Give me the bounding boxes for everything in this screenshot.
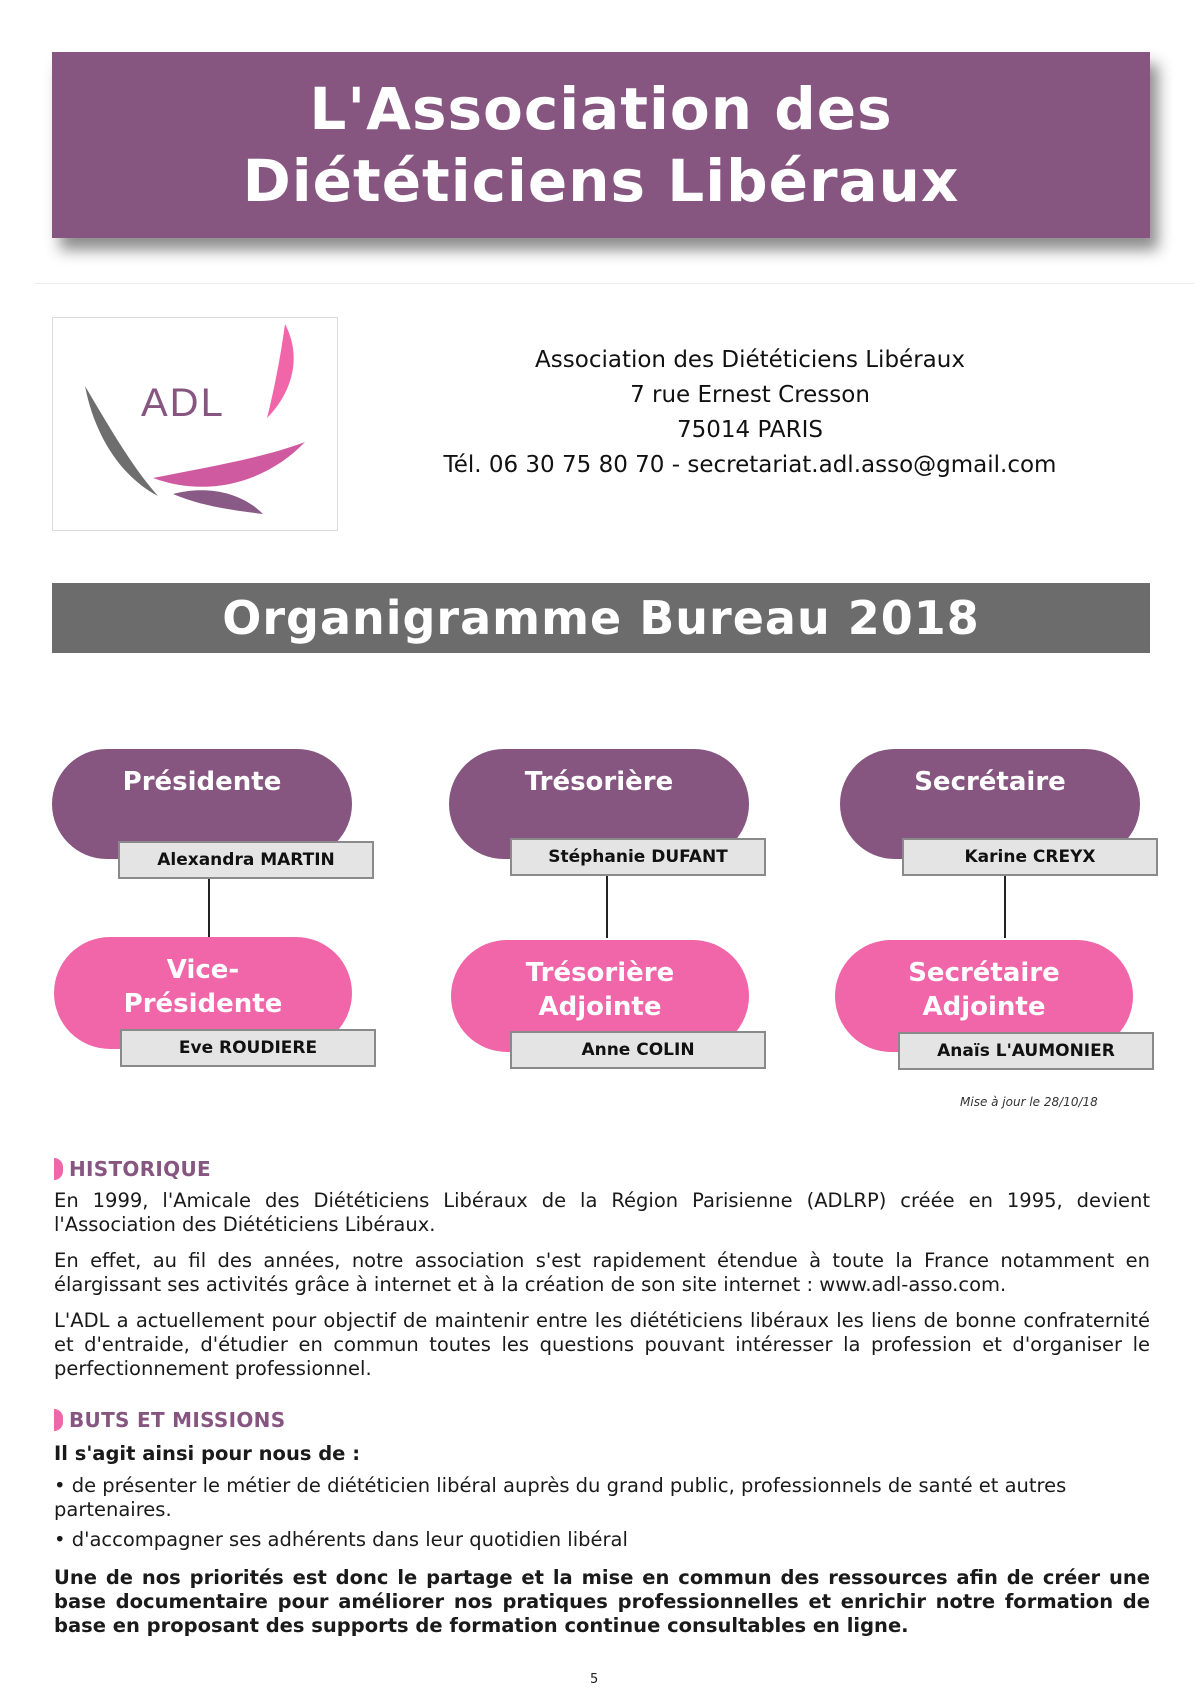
connector-line bbox=[208, 879, 210, 937]
priority-paragraph: Une de nos priorités est donc le partage et la mise en commun des ressources afin de créer une base documentaire pour améliorer nos pratiques professionnelles et enrichir notre formation de base en proposant des supports de formation continue consultables en ligne. bbox=[54, 1566, 1150, 1637]
org-chart-title: Organigramme Bureau 2018 bbox=[222, 591, 980, 645]
role-label: Secrétaire Adjointe bbox=[908, 958, 1060, 1022]
update-date: Mise à jour le 28/10/18 bbox=[960, 1095, 1098, 1109]
contact-city: 75014 PARIS bbox=[677, 417, 823, 443]
page-title: L'Association des Diététiciens Libéraux bbox=[242, 75, 960, 215]
role-label: Trésorière bbox=[524, 767, 674, 797]
name-box: Alexandra MARTIN bbox=[118, 841, 374, 879]
divider bbox=[34, 283, 1194, 284]
page-number: 5 bbox=[590, 1672, 599, 1687]
role-label: Trésorière Adjointe bbox=[525, 958, 675, 1022]
connector-line bbox=[606, 876, 608, 938]
name-box: Eve ROUDIERE bbox=[120, 1029, 376, 1067]
paragraph: En 1999, l'Amicale des Diététiciens Libéraux de la Région Parisienne (ADLRP) créée en 1995, devient l'Association des Diététiciens Libéraux. bbox=[54, 1189, 1150, 1236]
title-banner bbox=[52, 52, 1150, 238]
role-label: Secrétaire bbox=[914, 767, 1066, 797]
missions-section bbox=[54, 1408, 1150, 1638]
contact-block bbox=[390, 343, 1110, 483]
name-box: Karine CREYX bbox=[902, 838, 1158, 876]
adl-logo bbox=[52, 317, 338, 531]
contact-phone-email: Tél. 06 30 75 80 70 - secretariat.adl.asso@gmail.com bbox=[443, 452, 1057, 478]
list-item: • d'accompagner ses adhérents dans leur quotidien libéral bbox=[54, 1528, 628, 1551]
chevron-right-icon bbox=[54, 1409, 63, 1431]
historique-heading bbox=[54, 1157, 1150, 1181]
paragraph: En effet, au fil des années, notre association s'est rapidement étendue à toute la France notamment en élargissant ses activités grâce à internet et à la création de son site internet : www.adl-asso.com. bbox=[54, 1249, 1150, 1296]
historique-section bbox=[54, 1157, 1150, 1393]
list-item: • de présenter le métier de diététicien libéral auprès du grand public, professionnels de santé et autres partenaires. bbox=[54, 1474, 1067, 1521]
paragraph: L'ADL a actuellement pour objectif de maintenir entre les diététiciens libéraux les liens de bonne confraternité et d'entraide, d'étudier en commun toutes les questions pouvant intéresser la profession et d'organiser le perfectionnement professionnel. bbox=[54, 1309, 1150, 1380]
name-box: Anne COLIN bbox=[510, 1031, 766, 1069]
missions-heading bbox=[54, 1408, 1150, 1432]
missions-intro: Il s'agit ainsi pour nous de : bbox=[54, 1442, 360, 1465]
section-heading-text: BUTS ET MISSIONS bbox=[69, 1408, 286, 1432]
chevron-right-icon bbox=[54, 1158, 63, 1180]
connector-line bbox=[1004, 876, 1006, 938]
contact-name: Association des Diététiciens Libéraux bbox=[535, 347, 965, 373]
contact-street: 7 rue Ernest Cresson bbox=[630, 382, 870, 408]
role-label: Vice-Présidente bbox=[123, 955, 283, 1019]
name-box: Anaïs L'AUMONIER bbox=[898, 1032, 1154, 1070]
section-heading-text: HISTORIQUE bbox=[69, 1157, 211, 1181]
name-box: Stéphanie DUFANT bbox=[510, 838, 766, 876]
org-chart-banner bbox=[52, 583, 1150, 653]
role-label: Présidente bbox=[122, 767, 282, 797]
logo-text: ADL bbox=[141, 381, 225, 425]
